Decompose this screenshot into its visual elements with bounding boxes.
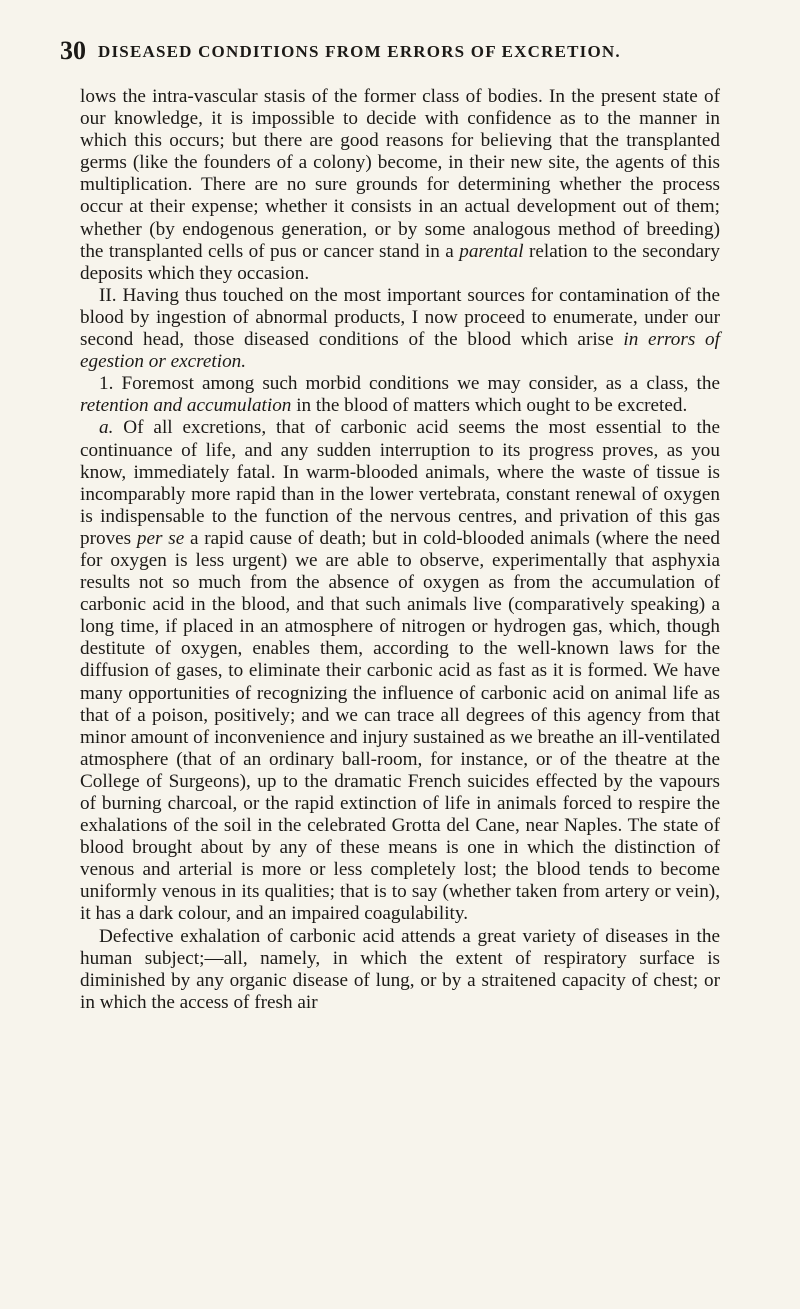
italic-text: retention and accumulation (80, 395, 292, 417)
text-run: Of all excretions, that of carbonic acid seems the most essential to the continuance of life, and any sudden interruption to its progress proves, as you know, immediately fatal. In warm-blooded animals, where the waste of tissue is incomparably more rapid than in the lower vertebrata, constant renewal of oxygen is indispensable to the function of the nervous centres, and privation of this gas proves (80, 417, 720, 549)
paragraph-continuation (80, 86, 720, 285)
text-run: II. Having thus touched on the most important sources for contamination of the blood by ingestion of abnormal products, I now proceed to enumerate, under our second head, those diseased conditions of the blood which arise (80, 284, 720, 351)
paragraph-defective-exhalation (80, 926, 720, 1014)
running-head: DISEASED CONDITIONS FROM ERRORS OF EXCRETION. (98, 42, 621, 61)
paragraph-item-1 (80, 373, 720, 417)
text-run: relation to the secondary deposits which they occasion. (80, 240, 720, 284)
text-run: a rapid cause of death; but in cold-blooded animals (where the need for oxygen is less urgent) we are able to observe, experimentally that asphyxia results not so much from the absence of oxygen as from the accumulation of carbonic acid in the blood, and that such animals live (comparatively speaking) a long time, if placed in an atmosphere of nitrogen or hydrogen gas, which, though destitute of oxygen, enables them, according to the well-known laws for the diffusion of gases, to eliminate their carbonic acid as fast as it is formed. We have many opportunities of recognizing the influence of carbonic acid on animal life as that of a poison, positively; and we can trace all degrees of this agency from that minor amount of inconvenience and injury sustained as we breathe an ill-ventilated atmosphere (that of an ordinary ball-room, for instance, or of the theatre at the College of Surgeons), up to the dramatic French suicides effected by the vapours of burning charcoal, or the rapid extinction of life in animals forced to respire the exhalations of the soil in the celebrated Grotta del Cane, near Naples. The state of blood brought about by any of these means is one in which the distinction of venous and arterial is more or less completely lost; the blood tends to become uniformly venous in its qualities; that is to say (whether taken from artery or vein), it has a dark colour, and an impaired coagulability. (80, 527, 721, 925)
paragraph-item-a (80, 417, 720, 925)
text-run: 1. Foremost among such morbid conditions we may consider, as a class, the (99, 373, 720, 395)
text-run: Defective exhalation of carbonic acid attends a great variety of diseases in the human subject;—all, namely, in which the extent of respiratory surface is diminished by any organic disease of lung, or by a straitened capacity of chest; or in which the access of fresh air (80, 925, 720, 1013)
body-text (80, 86, 720, 1014)
paragraph-section-ii (80, 285, 720, 373)
italic-text: a. (99, 417, 114, 439)
italic-text: parental (459, 240, 524, 262)
text-run: in the blood of matters which ought to be excreted. (291, 395, 688, 417)
italic-text: in errors of egestion or excretion. (80, 329, 720, 373)
text-run: lows the intra-vascular stasis of the former class of bodies. In the present state of our knowledge, it is impossible to decide with confidence as to the manner in which this occurs; but there are good reasons for believing that the transplanted germs (like the founders of a colony) become, in their new site, the agents of this multiplication. There are no sure grounds for determining whether the process occur at their expense; whether it consists in an actual development out of them; whether (by endogenous generation, or by some analogous method of breeding) the transplanted cells of pus or cancer stand in a (80, 86, 720, 262)
italic-text: per se (136, 527, 185, 549)
page-number: 30 (60, 36, 86, 65)
page-header (60, 36, 740, 68)
